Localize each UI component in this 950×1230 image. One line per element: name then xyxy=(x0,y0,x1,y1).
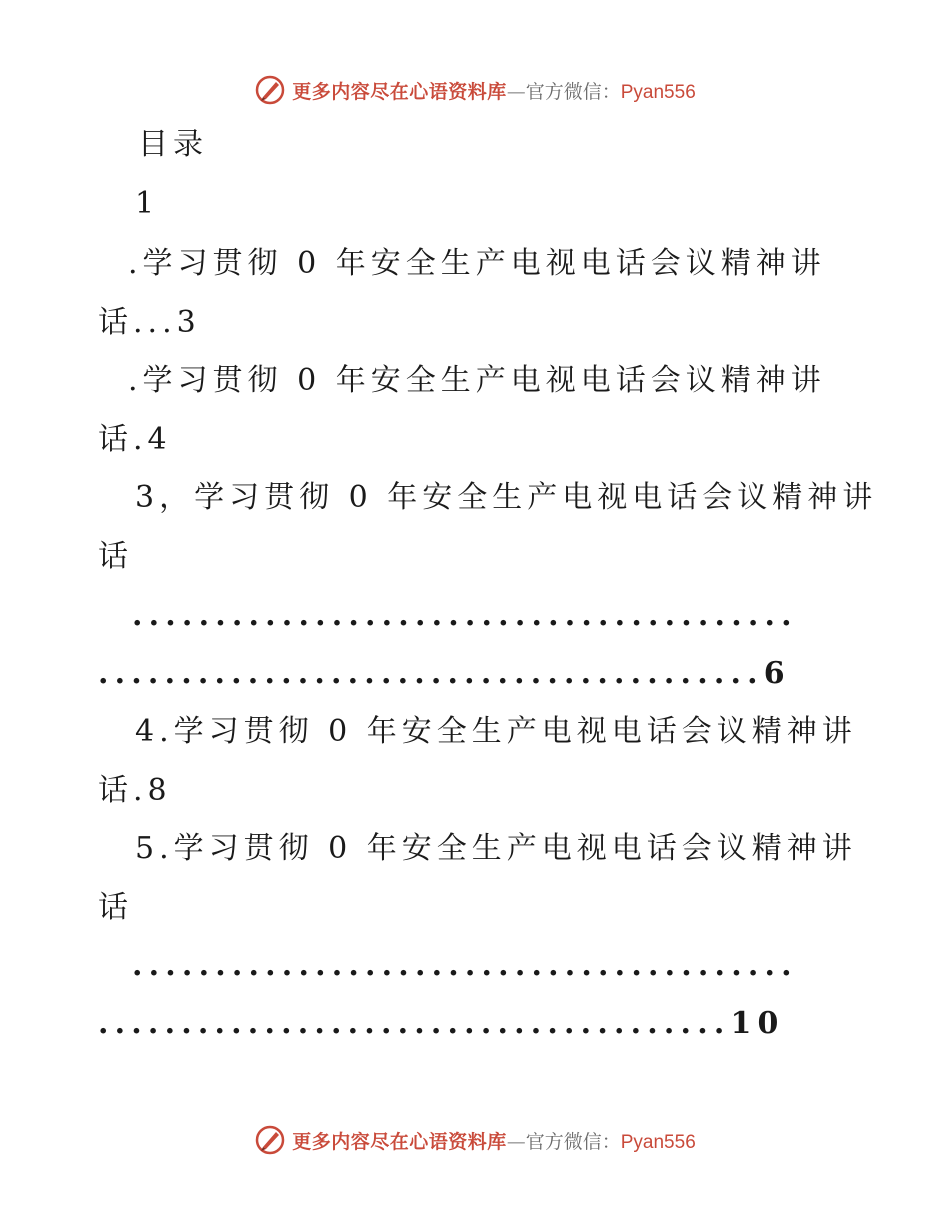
watermark-official: 官方微信： xyxy=(525,80,621,103)
watermark-brand: 更多内容尽在心语资料库 xyxy=(292,1130,507,1153)
footer-watermark xyxy=(0,1120,950,1160)
toc-entry-3-line-1[interactable]: 3，学习贯彻 0 年安全生产电视电话会议精神讲 xyxy=(135,480,878,515)
watermark-dash: — xyxy=(506,1130,526,1153)
toc-entry-1-line-2[interactable]: 话...3 xyxy=(98,305,201,340)
toc-entry-3-leader-2: ........................................6 xyxy=(98,656,791,691)
quill-logo-icon xyxy=(254,1124,286,1156)
toc-entry-5-line-1[interactable]: 5.学习贯彻 0 年安全生产电视电话会议精神讲 xyxy=(135,831,857,866)
toc-entry-4-line-1[interactable]: 4.学习贯彻 0 年安全生产电视电话会议精神讲 xyxy=(135,714,857,749)
watermark-text xyxy=(292,1127,696,1154)
watermark-brand: 更多内容尽在心语资料库 xyxy=(292,80,507,103)
toc-entry-1-line-1[interactable]: .学习贯彻 0 年安全生产电视电话会议精神讲 xyxy=(128,246,826,281)
toc-title: 目录 xyxy=(138,127,208,162)
watermark-id: Pyan556 xyxy=(620,81,696,103)
watermark-dash: — xyxy=(506,80,526,103)
watermark-official: 官方微信： xyxy=(525,1130,621,1153)
watermark-id: Pyan556 xyxy=(620,1131,696,1153)
toc-entry-3-leader-1: ........................................ xyxy=(132,598,798,633)
toc-entry-2-line-2[interactable]: 话.4 xyxy=(98,422,172,457)
toc-entry-5-line-2[interactable]: 话 xyxy=(98,890,133,925)
toc-entry-3-line-2[interactable]: 话 xyxy=(98,539,133,574)
toc-entry-2-line-1[interactable]: .学习贯彻 0 年安全生产电视电话会议精神讲 xyxy=(128,363,826,398)
toc-entry-5-leader-2: ......................................10 xyxy=(98,1006,785,1041)
toc-number: 1 xyxy=(135,186,160,221)
quill-logo-icon xyxy=(254,74,286,106)
toc-entry-5-leader-1: ........................................ xyxy=(132,948,798,983)
header-watermark xyxy=(0,70,950,110)
watermark-text xyxy=(292,77,696,104)
toc-entry-4-line-2[interactable]: 话.8 xyxy=(98,773,172,808)
